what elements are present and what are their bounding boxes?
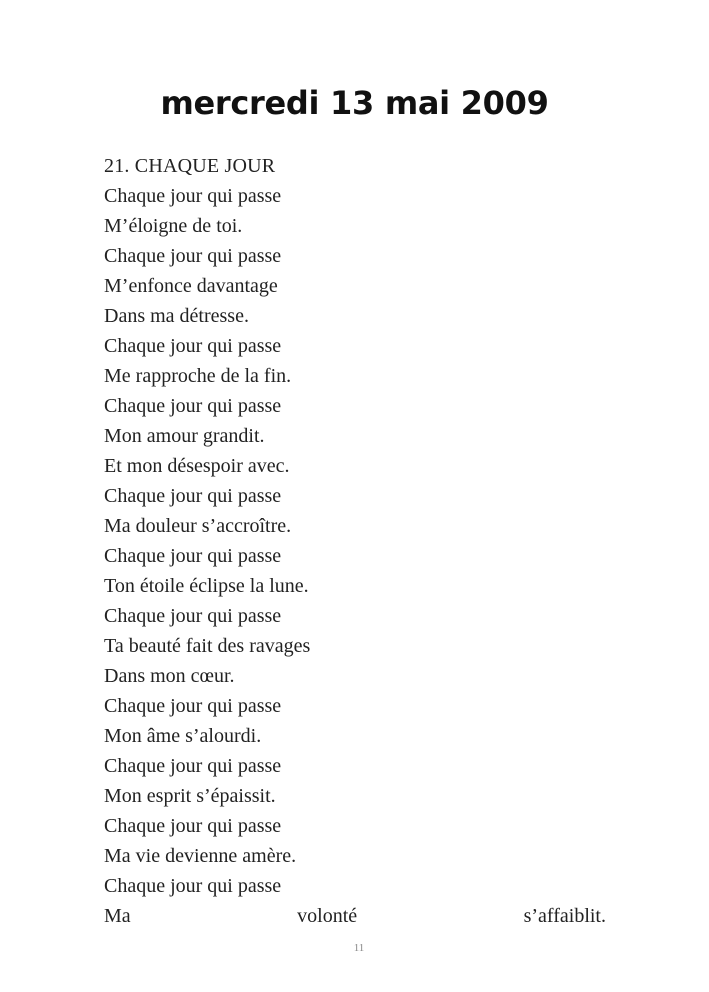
poem-line: Chaque jour qui passe (104, 395, 282, 417)
poem-word: s’affaiblit. (523, 905, 606, 927)
poem-line: Ma vie devienne amère. (104, 845, 297, 867)
poem-line: Ta beauté fait des ravages (104, 635, 311, 657)
post-date-title: mercredi 13 mai 2009 (160, 84, 549, 122)
poem-line: Mon âme s’alourdi. (104, 725, 262, 747)
page-number: 11 (353, 942, 365, 954)
poem-line: Chaque jour qui passe (104, 695, 282, 717)
poem-line: M’enfonce davantage (104, 275, 278, 297)
poem-line: Chaque jour qui passe (104, 545, 282, 567)
poem-line: Ton étoile éclipse la lune. (104, 575, 309, 597)
poem-line: Dans ma détresse. (104, 305, 249, 327)
poem-line: Chaque jour qui passe (104, 185, 282, 207)
poem-line: Chaque jour qui passe (104, 815, 282, 837)
poem-word: Ma (104, 905, 131, 927)
poem-line: Chaque jour qui passe (104, 605, 282, 627)
poem-title: 21. CHAQUE JOUR (104, 155, 276, 177)
poem-line: Chaque jour qui passe (104, 245, 282, 267)
poem-line: M’éloigne de toi. (104, 215, 243, 237)
poem-last-line (104, 901, 606, 931)
poem-line: Mon esprit s’épaissit. (104, 785, 276, 807)
poem-line: Ma douleur s’accroître. (104, 515, 292, 537)
poem-line: Chaque jour qui passe (104, 335, 282, 357)
poem (104, 151, 606, 931)
poem-line: Et mon désespoir avec. (104, 455, 290, 477)
poem-line: Chaque jour qui passe (104, 755, 282, 777)
poem-word: volonté (297, 905, 358, 927)
poem-line: Mon amour grandit. (104, 425, 265, 447)
poem-line: Dans mon cœur. (104, 665, 235, 687)
poem-line: Chaque jour qui passe (104, 485, 282, 507)
poem-line: Chaque jour qui passe (104, 875, 282, 897)
poem-line: Me rapproche de la fin. (104, 365, 292, 387)
